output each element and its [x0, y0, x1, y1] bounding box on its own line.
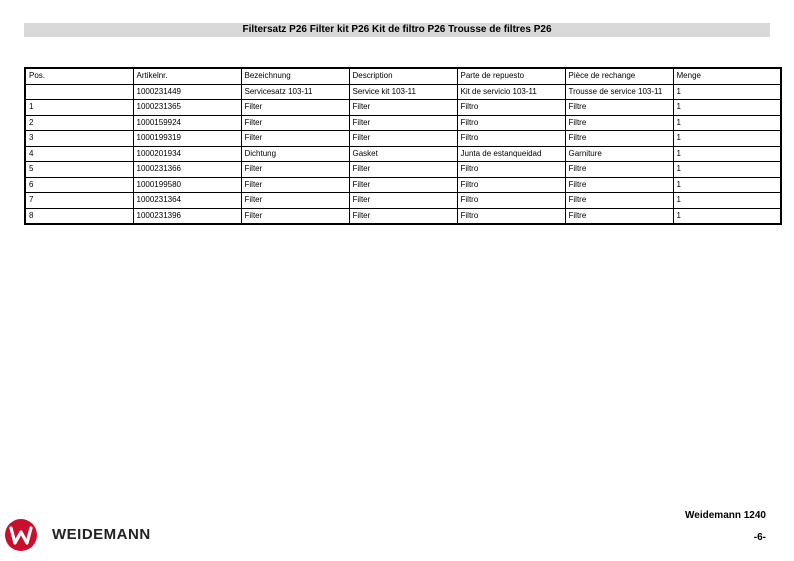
cell-bezeichnung: Filter	[241, 193, 349, 209]
parts-table	[24, 67, 782, 225]
cell-menge: 1	[673, 100, 781, 116]
cell-article-number: 1000231365	[133, 100, 241, 116]
header-bezeichnung: Bezeichnung	[241, 68, 349, 84]
cell-article-number: 1000159924	[133, 115, 241, 131]
table-row	[25, 193, 781, 209]
cell-menge: 1	[673, 84, 781, 100]
cell-bezeichnung: Filter	[241, 100, 349, 116]
cell-description: Filter	[349, 208, 457, 224]
table-row	[25, 162, 781, 178]
cell-parte: Filtro	[457, 100, 565, 116]
cell-menge: 1	[673, 193, 781, 209]
cell-pos: 8	[25, 208, 133, 224]
cell-description: Filter	[349, 162, 457, 178]
table-row	[25, 177, 781, 193]
cell-article-number: 1000199319	[133, 131, 241, 147]
cell-menge: 1	[673, 146, 781, 162]
cell-bezeichnung: Filter	[241, 162, 349, 178]
table-row	[25, 208, 781, 224]
cell-description: Filter	[349, 177, 457, 193]
cell-piece: Filtre	[565, 177, 673, 193]
page-title: Filtersatz P26 Filter kit P26 Kit de filtro P26 Trousse de filtres P26	[24, 23, 770, 37]
cell-bezeichnung: Filter	[241, 208, 349, 224]
table-row	[25, 115, 781, 131]
cell-description: Filter	[349, 131, 457, 147]
cell-bezeichnung: Filter	[241, 177, 349, 193]
cell-menge: 1	[673, 131, 781, 147]
cell-piece: Garniture	[565, 146, 673, 162]
cell-piece: Filtre	[565, 100, 673, 116]
cell-parte: Filtro	[457, 131, 565, 147]
cell-article-number: 1000231366	[133, 162, 241, 178]
table-body	[25, 84, 781, 224]
cell-bezeichnung: Servicesatz 103-11	[241, 84, 349, 100]
cell-menge: 1	[673, 177, 781, 193]
cell-pos: 7	[25, 193, 133, 209]
model-name: Weidemann 1240	[685, 510, 766, 521]
cell-menge: 1	[673, 162, 781, 178]
table-row	[25, 100, 781, 116]
cell-pos	[25, 84, 133, 100]
cell-piece: Filtre	[565, 115, 673, 131]
cell-article-number: 1000231364	[133, 193, 241, 209]
cell-parte: Filtro	[457, 208, 565, 224]
cell-description: Filter	[349, 100, 457, 116]
cell-pos: 2	[25, 115, 133, 131]
table-header-row	[25, 68, 781, 84]
cell-piece: Filtre	[565, 131, 673, 147]
cell-pos: 3	[25, 131, 133, 147]
cell-parte: Filtro	[457, 162, 565, 178]
cell-parte: Kit de servicio 103-11	[457, 84, 565, 100]
header-piece: Pièce de rechange	[565, 68, 673, 84]
brand-name: WEIDEMANN	[52, 526, 151, 543]
header-pos: Pos.	[25, 68, 133, 84]
cell-pos: 1	[25, 100, 133, 116]
cell-parte: Junta de estanqueidad	[457, 146, 565, 162]
weidemann-w-logo-icon	[4, 518, 38, 552]
cell-article-number: 1000199580	[133, 177, 241, 193]
cell-menge: 1	[673, 208, 781, 224]
cell-bezeichnung: Filter	[241, 131, 349, 147]
cell-pos: 6	[25, 177, 133, 193]
cell-piece: Trousse de service 103-11	[565, 84, 673, 100]
table-row	[25, 146, 781, 162]
cell-parte: Filtro	[457, 115, 565, 131]
header-menge: Menge	[673, 68, 781, 84]
cell-piece: Filtre	[565, 193, 673, 209]
header-article-number: Artikelnr.	[133, 68, 241, 84]
header-parte: Parte de repuesto	[457, 68, 565, 84]
cell-bezeichnung: Filter	[241, 115, 349, 131]
cell-pos: 4	[25, 146, 133, 162]
cell-piece: Filtre	[565, 162, 673, 178]
cell-parte: Filtro	[457, 193, 565, 209]
cell-piece: Filtre	[565, 208, 673, 224]
cell-article-number: 1000231449	[133, 84, 241, 100]
table-row	[25, 131, 781, 147]
cell-menge: 1	[673, 115, 781, 131]
page-number: -6-	[753, 532, 766, 543]
cell-description: Filter	[349, 115, 457, 131]
cell-parte: Filtro	[457, 177, 565, 193]
cell-article-number: 1000201934	[133, 146, 241, 162]
cell-pos: 5	[25, 162, 133, 178]
table-row	[25, 84, 781, 100]
header-description: Description	[349, 68, 457, 84]
cell-bezeichnung: Dichtung	[241, 146, 349, 162]
cell-description: Filter	[349, 193, 457, 209]
cell-description: Gasket	[349, 146, 457, 162]
cell-article-number: 1000231396	[133, 208, 241, 224]
cell-description: Service kit 103-11	[349, 84, 457, 100]
